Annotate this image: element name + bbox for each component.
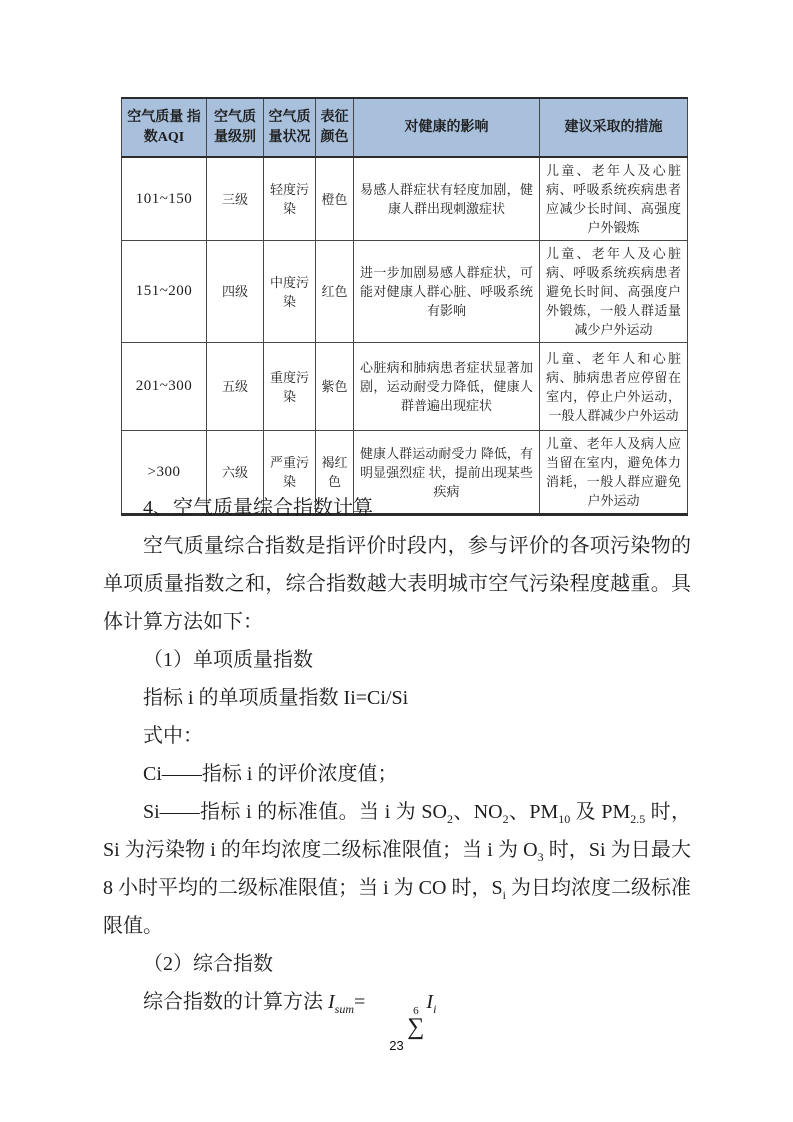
- subscript: 2: [446, 812, 453, 826]
- column-header-suggested-measures: 建议采取的措施: [540, 98, 688, 157]
- italic-symbol: I: [426, 991, 434, 1013]
- line-where: 式中：: [143, 725, 203, 747]
- italic-subscript: sum: [334, 1002, 355, 1016]
- table-row: [122, 157, 688, 241]
- italic-symbol: I: [328, 991, 335, 1013]
- subscript: 3: [537, 850, 544, 864]
- item-2-heading: （2）综合指数: [143, 953, 273, 975]
- subscript: 2: [502, 812, 509, 826]
- table-cell-quality-level: 六级: [207, 431, 264, 515]
- table-cell-quality-status: 中度污染: [264, 241, 316, 343]
- table-cell-aqi-range: 151~200: [122, 241, 207, 343]
- paragraph-si-definition: Si——指标 i 的标准值。当 i 为 $SO_2$、$NO_2$、$PM_{10}$ 及 $PM_{2.5}$ 时，Si 为污染物 i 的年均浓度二级标准限值；当 i 为 $O_3$ 时，Si 为日最大 8 小时平均的二级标准限值；当 i 为 CO 时，$S_i$ 为日均浓度二级标准限值。: [103, 801, 692, 937]
- italic-subscript: i: [433, 1002, 437, 1016]
- subscript: 10: [558, 812, 571, 826]
- table-cell-health-impact: 心脏病和肺病患者症状显著加剧，运动耐受力降低，健康人群普遍出现症状: [354, 343, 540, 431]
- table-cell-health-impact: 易感人群症状有轻度加剧，健康人群出现刺激症状: [354, 157, 540, 241]
- table-cell-aqi-range: 201~300: [122, 343, 207, 431]
- column-header-aqi-range: 空气质量 指数AQI: [122, 98, 207, 157]
- aqi-table-body: [122, 157, 688, 515]
- subscript: 2.5: [630, 812, 646, 826]
- body-text-block: [103, 489, 691, 1039]
- table-row: [122, 343, 688, 431]
- aqi-table: [121, 97, 688, 516]
- table-cell-suggested-measures: 儿童、老年人及心脏病、呼吸系统疾病患者避免长时间、高强度户外锻炼，一般人群适量减少户外运动: [540, 241, 688, 343]
- table-cell-quality-status: 轻度污染: [264, 157, 316, 241]
- composite-index-formula: 综合指数的计算方法 $I_{sum}=$ 6 ∑ $I_i$: [143, 991, 437, 1040]
- table-cell-suggested-measures: 儿童、老年人及心脏病、呼吸系统疾病患者应减少长时间、高强度户外锻炼: [540, 157, 688, 241]
- table-cell-quality-status: 严重污染: [264, 431, 316, 515]
- item-1-heading: （1）单项质量指数: [143, 649, 313, 671]
- aqi-table-header-row: [122, 98, 688, 157]
- table-row: [122, 241, 688, 343]
- table-cell-quality-status: 重度污染: [264, 343, 316, 431]
- paragraph-composite-index-intro: 空气质量综合指数是指评价时段内，参与评价的各项污染物的单项质量指数之和，综合指数越大表明城市空气污染程度越重。具体计算方法如下：: [103, 535, 691, 633]
- table-cell-aqi-range: 101~150: [122, 157, 207, 241]
- table-cell-quality-level: 五级: [207, 343, 264, 431]
- summation-symbol: 6 ∑: [407, 1005, 425, 1040]
- table-cell-color-indicator: 红色: [316, 241, 354, 343]
- column-header-quality-status: 空气质量状况: [264, 98, 316, 157]
- page-number: 23: [389, 1038, 404, 1053]
- section-heading-4: 4、空气质量综合指数计算: [143, 497, 373, 519]
- column-header-health-impact: 对健康的影响: [354, 98, 540, 157]
- table-cell-color-indicator: 褐红色: [316, 431, 354, 515]
- column-header-color-indicator: 表征颜色: [316, 98, 354, 157]
- table-cell-suggested-measures: 儿童、老年人和心脏病、肺病患者应停留在室内，停止户外运动，一般人群减少户外运动: [540, 343, 688, 431]
- table-cell-suggested-measures: 儿童、老年人及病人应当留在室内，避免体力消耗，一般人群应避免户外运动: [540, 431, 688, 515]
- table-cell-quality-level: 三级: [207, 157, 264, 241]
- column-header-quality-level: 空气质量级别: [207, 98, 264, 157]
- line-ci-definition: Ci——指标 i 的评价浓度值；: [143, 763, 398, 785]
- table-cell-color-indicator: 橙色: [316, 157, 354, 241]
- table-cell-health-impact: 进一步加剧易感人群症状，可能对健康人群心脏、呼吸系统有影响: [354, 241, 540, 343]
- table-cell-health-impact: 健康人群运动耐受力 降低，有明显强烈症 状，提前出现某些疾病: [354, 431, 540, 515]
- table-cell-aqi-range: >300: [122, 431, 207, 515]
- subscript: i: [502, 888, 506, 902]
- table-cell-color-indicator: 紫色: [316, 343, 354, 431]
- line-single-index-definition: 指标 i 的单项质量指数 Ii=Ci/Si: [143, 687, 409, 709]
- table-cell-quality-level: 四级: [207, 241, 264, 343]
